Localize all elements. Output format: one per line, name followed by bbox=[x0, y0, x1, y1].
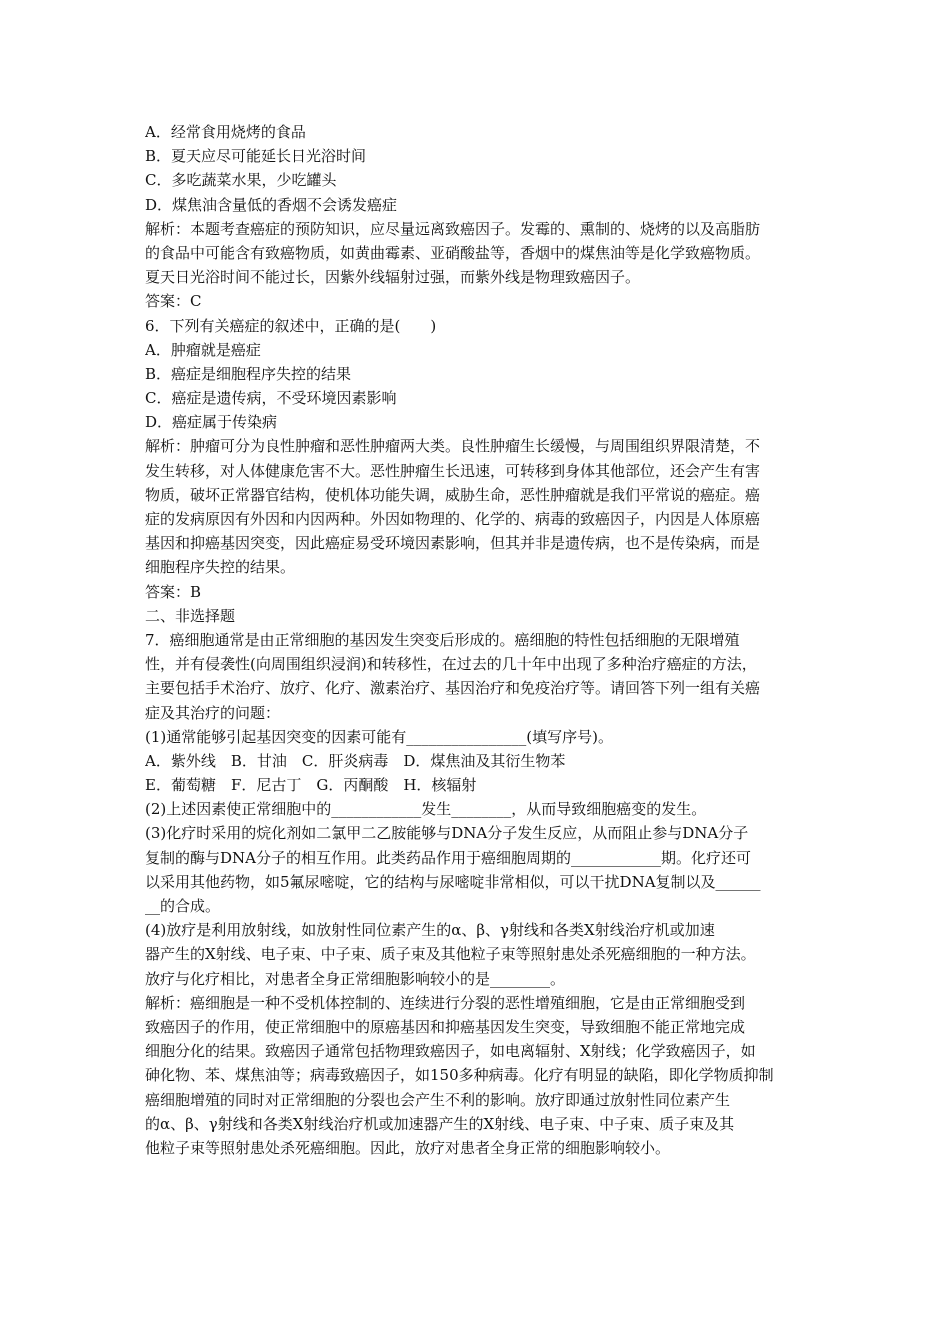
analysis-5-line-2: 的食品中可能含有致癌物质，如黄曲霉素、亚硝酸盐等，香烟中的煤焦油等是化学致癌物质。 bbox=[145, 243, 761, 262]
analysis-6-line-4: 症的发病原因有外因和内因两种。外因如物理的、化学的、病毒的致癌因子，内因是人体原癌 bbox=[145, 510, 761, 528]
analysis-7-line-6: 的α、β、γ射线和各类X射线治疗机或加速器产生的X射线、电子束、中子束、质子束及其 bbox=[145, 1114, 735, 1133]
answer-5: 答案：C bbox=[145, 292, 202, 311]
question-7-part-4-line-2: 器产生的X射线、电子束、中子束、质子束及其他粒子束等照射患处杀死癌细胞的一种方法。 bbox=[145, 945, 756, 964]
analysis-5-line-3: 夏天日光浴时间不能过长，因紫外线辐射过强，而紫外线是物理致癌因子。 bbox=[145, 268, 641, 287]
option-5a: A．经常食用烧烤的食品 bbox=[145, 123, 306, 141]
question-7-part-2: (2)上述因素使正常细胞中的____________发生________，从而导致细胞癌变的发生。 bbox=[145, 800, 707, 819]
question-7-part-4-line-1: (4)放疗是利用放射线，如放射性同位素产生的α、β、γ射线和各类X射线治疗机或加速 bbox=[145, 921, 715, 940]
question-7-part-3-line-3: 以采用其他药物，如5氟尿嘧啶，它的结构与尿嘧啶非常相似，可以干扰DNA复制以及______ bbox=[145, 872, 761, 891]
option-6c: C．癌症是遗传病，不受环境因素影响 bbox=[145, 389, 397, 408]
analysis-6-line-2: 发生转移，对人体健康危害不大。恶性肿瘤生长迅速，可转移到身体其他部位，还会产生有害 bbox=[145, 461, 761, 480]
question-7-line-3: 主要包括手术治疗、放疗、化疗、激素治疗、基因治疗和免疫治疗等。请回答下列一组有关癌 bbox=[145, 679, 761, 698]
option-5d: D．煤焦油含量低的香烟不会诱发癌症 bbox=[145, 195, 398, 214]
option-6a: A．肿瘤就是癌症 bbox=[145, 340, 261, 359]
answer-6: 答案：B bbox=[145, 582, 202, 601]
analysis-6-line-3: 物质，破坏正常器官结构，使机体功能失调，威胁生命，恶性肿瘤就是我们平常说的癌症。癌 bbox=[145, 485, 761, 504]
question-7-part-3-line-4: __的合成。 bbox=[145, 897, 221, 915]
document-page bbox=[145, 120, 813, 1160]
question-7-options-row-2: E．葡萄糖 F．尼古丁 G．丙酮酸 H．核辐射 bbox=[145, 776, 477, 795]
analysis-7-line-1: 解析：癌细胞是一种不受机体控制的、连续进行分裂的恶性增殖细胞，它是由正常细胞受到 bbox=[145, 993, 746, 1012]
section-heading: 二、非选择题 bbox=[145, 606, 236, 625]
option-5b: B．夏天应尽可能延长日光浴时间 bbox=[145, 147, 367, 166]
analysis-7-line-3: 细胞分化的结果。致癌因子通常包括物理致癌因子，如电离辐射、X射线；化学致癌因子，如 bbox=[145, 1042, 756, 1061]
analysis-7-line-2: 致癌因子的作用，使正常细胞中的原癌基因和抑癌基因发生突变，导致细胞不能正常地完成 bbox=[145, 1017, 746, 1036]
analysis-7-line-4: 砷化物、苯、煤焦油等；病毒致癌因子，如150多种病毒。化疗有明显的缺陷，即化学物质抑制 bbox=[145, 1066, 774, 1085]
question-7-part-3-line-1: (3)化疗时采用的烷化剂如二氯甲二乙胺能够与DNA分子发生反应，从而阻止参与DNA分子 bbox=[145, 824, 749, 843]
analysis-7-line-5: 癌细胞增殖的同时对正常细胞的分裂也会产生不利的影响。放疗即通过放射性同位素产生 bbox=[145, 1090, 731, 1109]
analysis-7-line-7: 他粒子束等照射患处杀死癌细胞。因此，放疗对患者全身正常的细胞影响较小。 bbox=[145, 1138, 671, 1157]
analysis-5-line-1: 解析：本题考查癌症的预防知识，应尽量远离致癌因子。发霉的、熏制的、烧烤的以及高脂肪 bbox=[145, 219, 761, 238]
analysis-6-line-6: 细胞程序失控的结果。 bbox=[145, 558, 296, 577]
option-6d: D．癌症属于传染病 bbox=[145, 413, 278, 432]
question-7-part-4-line-3: 放疗与化疗相比，对患者全身正常细胞影响较小的是________。 bbox=[145, 969, 566, 988]
question-7-line-1: 7．癌细胞通常是由正常细胞的基因发生突变后形成的。癌细胞的特性包括细胞的无限增殖 bbox=[145, 630, 740, 649]
analysis-6-line-1: 解析：肿瘤可分为良性肿瘤和恶性肿瘤两大类。良性肿瘤生长缓慢，与周围组织界限清楚，不 bbox=[145, 437, 761, 456]
question-7-part-3-line-2: 复制的酶与DNA分子的相互作用。此类药品作用于癌细胞周期的____________期。化疗还可 bbox=[145, 848, 751, 867]
option-6b: B．癌症是细胞程序失控的结果 bbox=[145, 364, 352, 383]
option-5c: C．多吃蔬菜水果，少吃罐头 bbox=[145, 171, 337, 190]
question-6: 6．下列有关癌症的叙述中，正确的是( ) bbox=[145, 316, 437, 335]
question-7-line-2: 性，并有侵袭性(向周围组织浸润)和转移性，在过去的几十年中出现了多种治疗癌症的方法， bbox=[145, 655, 757, 674]
question-7-part-1: (1)通常能够引起基因突变的因素可能有________________(填写序号)。 bbox=[145, 727, 613, 746]
analysis-6-line-5: 基因和抑癌基因突变，因此癌症易受环境因素影响，但其并非是遗传病，也不是传染病，而是 bbox=[145, 534, 761, 553]
question-7-options-row-1: A．紫外线 B．甘油 C．肝炎病毒 D．煤焦油及其衍生物苯 bbox=[145, 751, 566, 770]
question-7-line-4: 症及其治疗的问题： bbox=[145, 703, 281, 722]
